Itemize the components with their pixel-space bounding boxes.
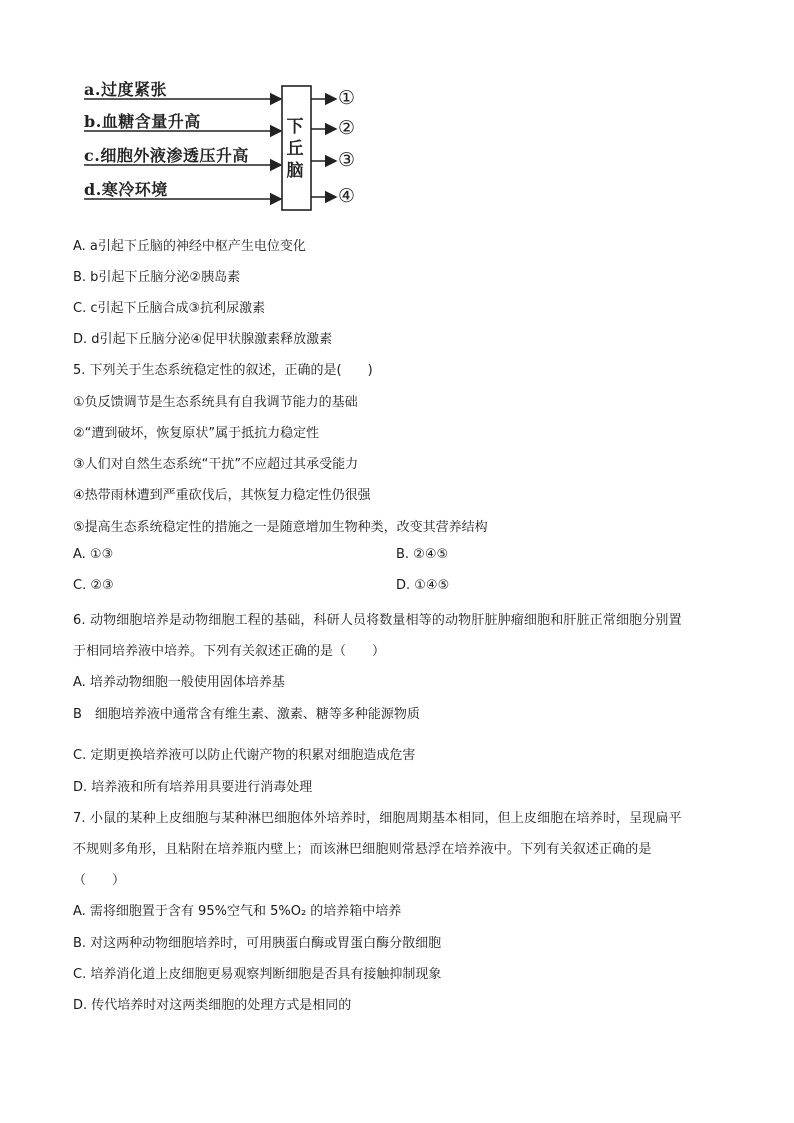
q4-option-d: D. d引起下丘脑分泌④促甲状腺激素释放激素 — [73, 332, 333, 347]
input-label-b: b.血糖含量升高 — [84, 112, 201, 131]
q4-option-a: A. a引起下丘脑的神经中枢产生电位变化 — [73, 239, 306, 254]
q7-stem-line3: （ ） — [73, 873, 126, 888]
box-char-1: 下 — [286, 117, 304, 137]
input-label-c: c.细胞外液渗透压升高 — [84, 146, 249, 165]
q5-stem: 5. 下列关于生态系统稳定性的叙述，正确的是( ) — [73, 363, 373, 378]
q7-stem-line1: 7. 小鼠的某种上皮细胞与某种淋巴细胞体外培养时，细胞周期基本相同，但上皮细胞在培养时，呈现扁平 — [73, 811, 682, 826]
hypothalamus-box-label — [286, 116, 304, 182]
q5-option-b: B. ②④⑤ — [396, 547, 449, 562]
input-label-a: a.过度紧张 — [84, 80, 167, 99]
output-4: ④ — [338, 185, 356, 207]
q5-item-1: ①负反馈调节是生态系统具有自我调节能力的基础 — [73, 395, 358, 410]
q6-option-d: D. 培养液和所有培养用具要进行消毒处理 — [73, 780, 313, 795]
q5-option-c: C. ②③ — [73, 578, 114, 593]
q4-option-c: C. c引起下丘脑合成③抗利尿激素 — [73, 301, 266, 316]
box-char-3: 脑 — [286, 161, 304, 181]
q7-option-d: D. 传代培养时对这两类细胞的处理方式是相同的 — [73, 998, 352, 1013]
hypothalamus-diagram — [80, 72, 380, 217]
q7-option-a: A. 需将细胞置于含有 95%空气和 5%O₂ 的培养箱中培养 — [73, 904, 402, 919]
output-1: ① — [338, 87, 356, 109]
output-3: ③ — [338, 149, 356, 171]
q7-option-c: C. 培养消化道上皮细胞更易观察判断细胞是否具有接触抑制现象 — [73, 967, 442, 982]
q6-option-a: A. 培养动物细胞一般使用固体培养基 — [73, 675, 285, 690]
q4-option-b: B. b引起下丘脑分泌②胰岛素 — [73, 270, 241, 285]
q5-option-d: D. ①④⑤ — [396, 578, 450, 593]
q6-stem-line2: 于相同培养液中培养。下列有关叙述正确的是（ ） — [73, 644, 386, 659]
q5-item-5: ⑤提高生态系统稳定性的措施之一是随意增加生物种类，改变其营养结构 — [73, 520, 488, 535]
output-2: ② — [338, 117, 356, 139]
q6-option-b: B 细胞培养液中通常含有维生素、激素、糖等多种能源物质 — [73, 707, 420, 722]
q5-item-2: ②“遭到破坏，恢复原状”属于抵抗力稳定性 — [73, 426, 320, 441]
q5-option-a: A. ①③ — [73, 547, 114, 562]
q6-stem-line1: 6. 动物细胞培养是动物细胞工程的基础，科研人员将数量相等的动物肝脏肿瘤细胞和肝脏正常细胞分别置 — [73, 613, 682, 628]
input-label-d: d.寒冷环境 — [84, 180, 168, 199]
q7-option-b: B. 对这两种动物细胞培养时，可用胰蛋白酶或胃蛋白酶分散细胞 — [73, 936, 442, 951]
q5-item-4: ④热带雨林遭到严重砍伐后，其恢复力稳定性仍很强 — [73, 488, 371, 503]
q5-item-3: ③人们对自然生态系统“干扰”不应超过其承受能力 — [73, 457, 359, 472]
q6-option-c: C. 定期更换培养液可以防止代谢产物的积累对细胞造成危害 — [73, 748, 416, 763]
box-char-2: 丘 — [286, 139, 304, 159]
q7-stem-line2: 不规则多角形，且粘附在培养瓶内壁上；而该淋巴细胞则常悬浮在培养液中。下列有关叙述正确的是 — [73, 842, 652, 857]
